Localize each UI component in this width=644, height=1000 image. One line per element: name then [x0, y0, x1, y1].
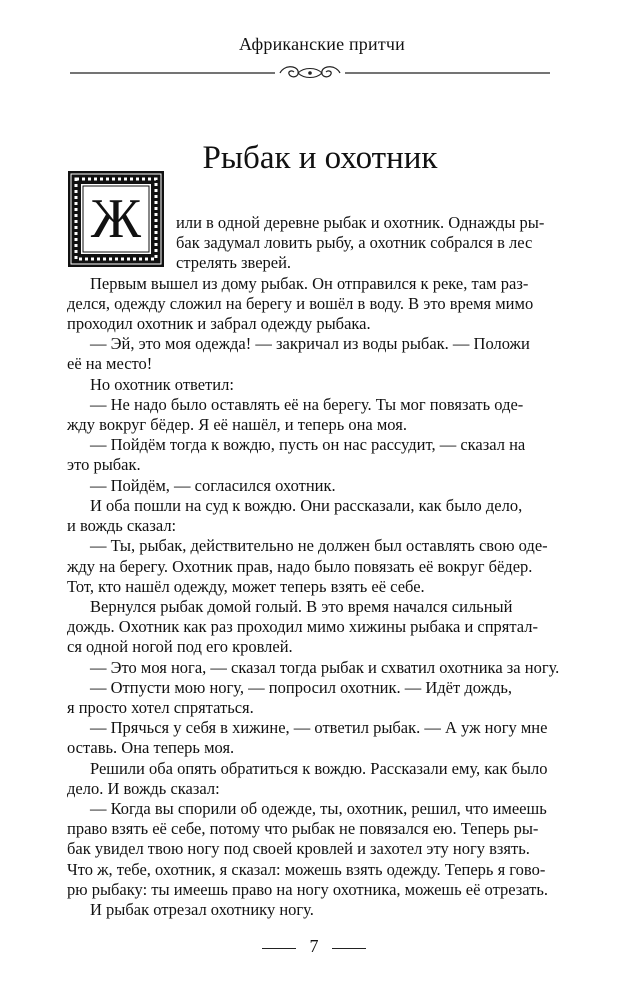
page-footer — [0, 936, 644, 960]
text-line: делся, одежду сложил на берегу и вошёл в воду. В это время мимо — [67, 293, 534, 313]
text-line: право взять её себе, потому что рыбак не повязался ею. Теперь ры- — [67, 819, 539, 839]
running-head: Африканские притчи — [239, 34, 405, 54]
footer-rule-left — [262, 948, 296, 949]
text-line: оставь. Она теперь моя. — [67, 738, 235, 758]
chapter-title: Рыбак и охотник — [202, 140, 438, 176]
text-line: или в одной деревне рыбак и охотник. Однажды ры- — [176, 213, 545, 232]
text-line: Вернулся рыбак домой голый. В это время начался сильный — [90, 596, 513, 616]
text-line: и вождь сказал: — [67, 516, 177, 536]
text-line: Первым вышел из дому рыбак. Он отправился к реке, там раз- — [90, 273, 529, 293]
dropcap-letter: Ж — [90, 188, 142, 250]
text-line: — Эй, это моя одежда! — закричал из воды рыбак. — Положи — [90, 334, 530, 354]
text-line: бак задумал ловить рыбу, а охотник собрался в лес — [176, 233, 533, 253]
text-line: бак увидел твою ногу под своей кровлей и захотел эту ногу взять. — [67, 839, 530, 859]
text-line: — Когда вы спорили об одежде, ты, охотник, решил, что имеешь — [90, 798, 547, 818]
text-line: И оба пошли на суд к вождю. Они рассказали, как было дело, — [90, 495, 523, 515]
text-line: ся одной ногой под его кровлей. — [67, 637, 293, 657]
text-line: стрелять зверей. — [176, 253, 292, 273]
page-number: 7 — [309, 936, 319, 956]
text-line: — Пойдём, — согласился охотник. — [90, 475, 336, 495]
text-line: дождь. Охотник как раз проходил мимо хижины рыбака и спрятал- — [67, 617, 538, 637]
text-line: рю рыбаку: ты имеешь право на ногу охотника, можешь её отрезать. — [67, 879, 549, 899]
text-line: — Не надо было оставлять её на берегу. Ты мог повязать оде- — [90, 394, 524, 414]
text-line: — Это моя нога, — сказал тогда рыбак и схватил охотника за ногу. — [90, 657, 560, 677]
text-line: дело. И вождь сказал: — [67, 778, 220, 798]
text-line: Но охотник ответил: — [90, 374, 234, 394]
text-line: И рыбак отрезал охотнику ногу. — [90, 900, 314, 919]
footer-rule-right — [332, 948, 366, 949]
text-line: Решили оба опять обратиться к вождю. Рассказали ему, как было — [90, 758, 548, 778]
text-line: — Отпусти мою ногу, — попросил охотник. — Идёт дождь, — [90, 677, 513, 697]
text-line: проходил охотник и забрал одежду рыбака. — [67, 314, 371, 334]
text-line: это рыбак. — [67, 455, 141, 475]
text-line: Что ж, тебе, охотник, я сказал: можешь взять одежду. Теперь я гово- — [67, 859, 546, 879]
text-line: жду на берегу. Охотник прав, надо было повязать её вокруг бёдер. — [67, 556, 533, 576]
text-line: — Ты, рыбак, действительно не должен был оставлять свою оде- — [90, 536, 548, 556]
text-line: Тот, кто нашёл одежду, может теперь взять её себе. — [67, 576, 425, 596]
text-line: жду вокруг бёдер. Я её нашёл, и теперь она моя. — [67, 415, 407, 435]
text-line: её на место! — [67, 354, 153, 374]
text-line: я просто хотел спрятаться. — [67, 697, 254, 717]
text-line: — Прячься у себя в хижине, — ответил рыбак. — А уж ногу мне — [90, 718, 548, 738]
text-line: — Пойдём тогда к вождю, пусть он нас рассудит, — сказал на — [90, 435, 526, 455]
